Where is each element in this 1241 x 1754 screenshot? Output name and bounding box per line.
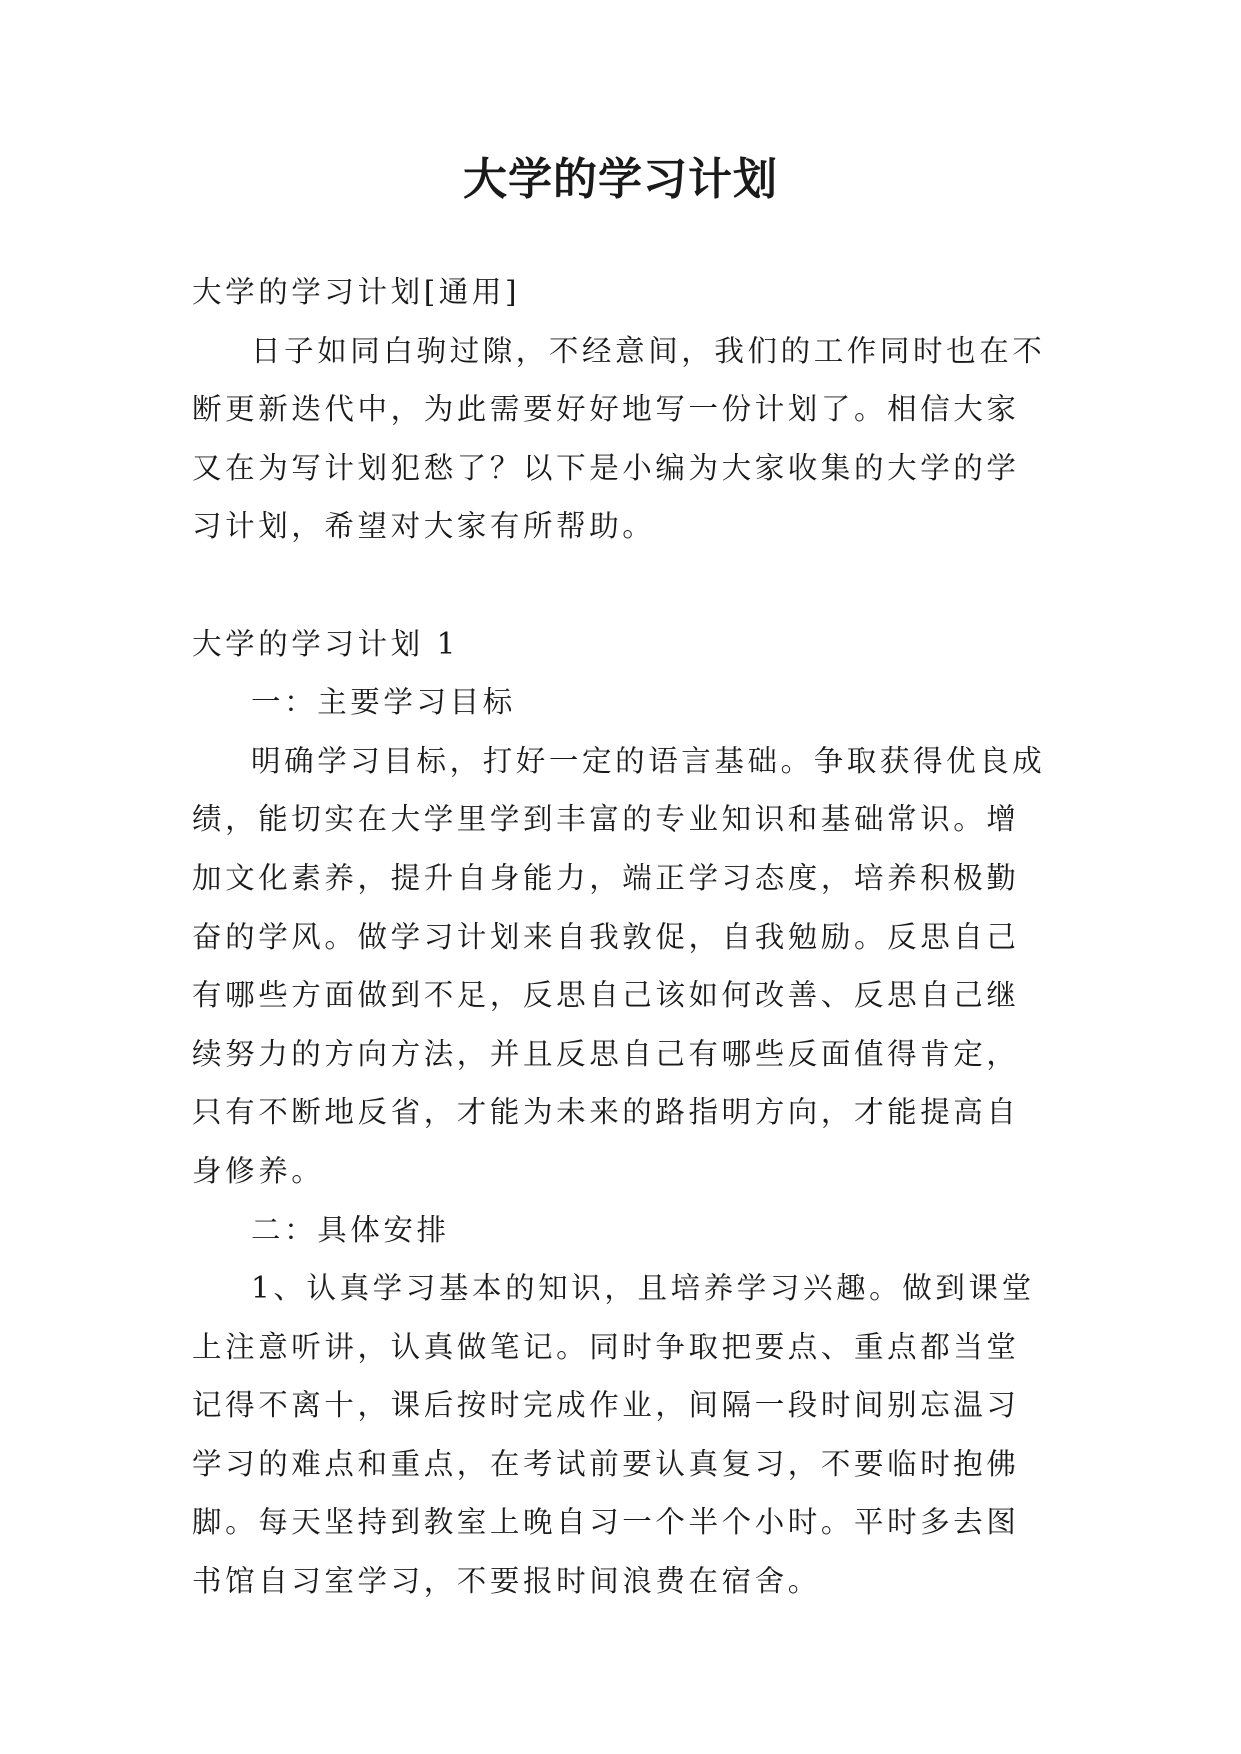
intro-paragraph: 日子如同白驹过隙，不经意间，我们的工作同时也在不断更新迭代中，为此需要好好地写一份计划了。相信大家又在为写计划犯愁了？以下是小编为大家收集的大学的学习计划，希望对大家有所帮助。 <box>192 333 1046 544</box>
arrangement-paragraph: 1、认真学习基本的知识，且培养学习兴趣。做到课堂上注意听讲，认真做笔记。同时争取把要点、重点都当堂记得不离十，课后按时完成作业，间隔一段时间别忘温习学习的难点和重点，在考试前要认真复习，不要临时抱佛脚。每天坚持到教室上晚自习一个半个小时。平时多去图书馆自习室学习，不要报时间浪费在宿舍。 <box>192 1271 1035 1599</box>
goals-paragraph: 明确学习目标，打好一定的语言基础。争取获得优良成绩，能切实在大学里学到丰富的专业知识和基础常识。增加文化素养，提升自身能力，端正学习态度，培养积极勤奋的学风。做学习计划来自我敦促，自我勉励。反思自己有哪些方面做到不足，反思自己该如何改善、反思自己继续努力的方向方法，并且反思自己有哪些反面值得肯定，只有不断地反省，才能为未来的路指明方向，才能提高自身修养。 <box>192 743 1046 1188</box>
document-body <box>192 263 1052 1611</box>
section-title: 大学的学习计划 1 <box>192 626 460 661</box>
document-title: 大学的学习计划 <box>463 154 778 205</box>
heading-goals: 一：主要学习目标 <box>251 685 516 720</box>
heading-arrangement: 二：具体安排 <box>251 1212 450 1247</box>
document-subtitle: 大学的学习计划[通用] <box>192 275 521 309</box>
